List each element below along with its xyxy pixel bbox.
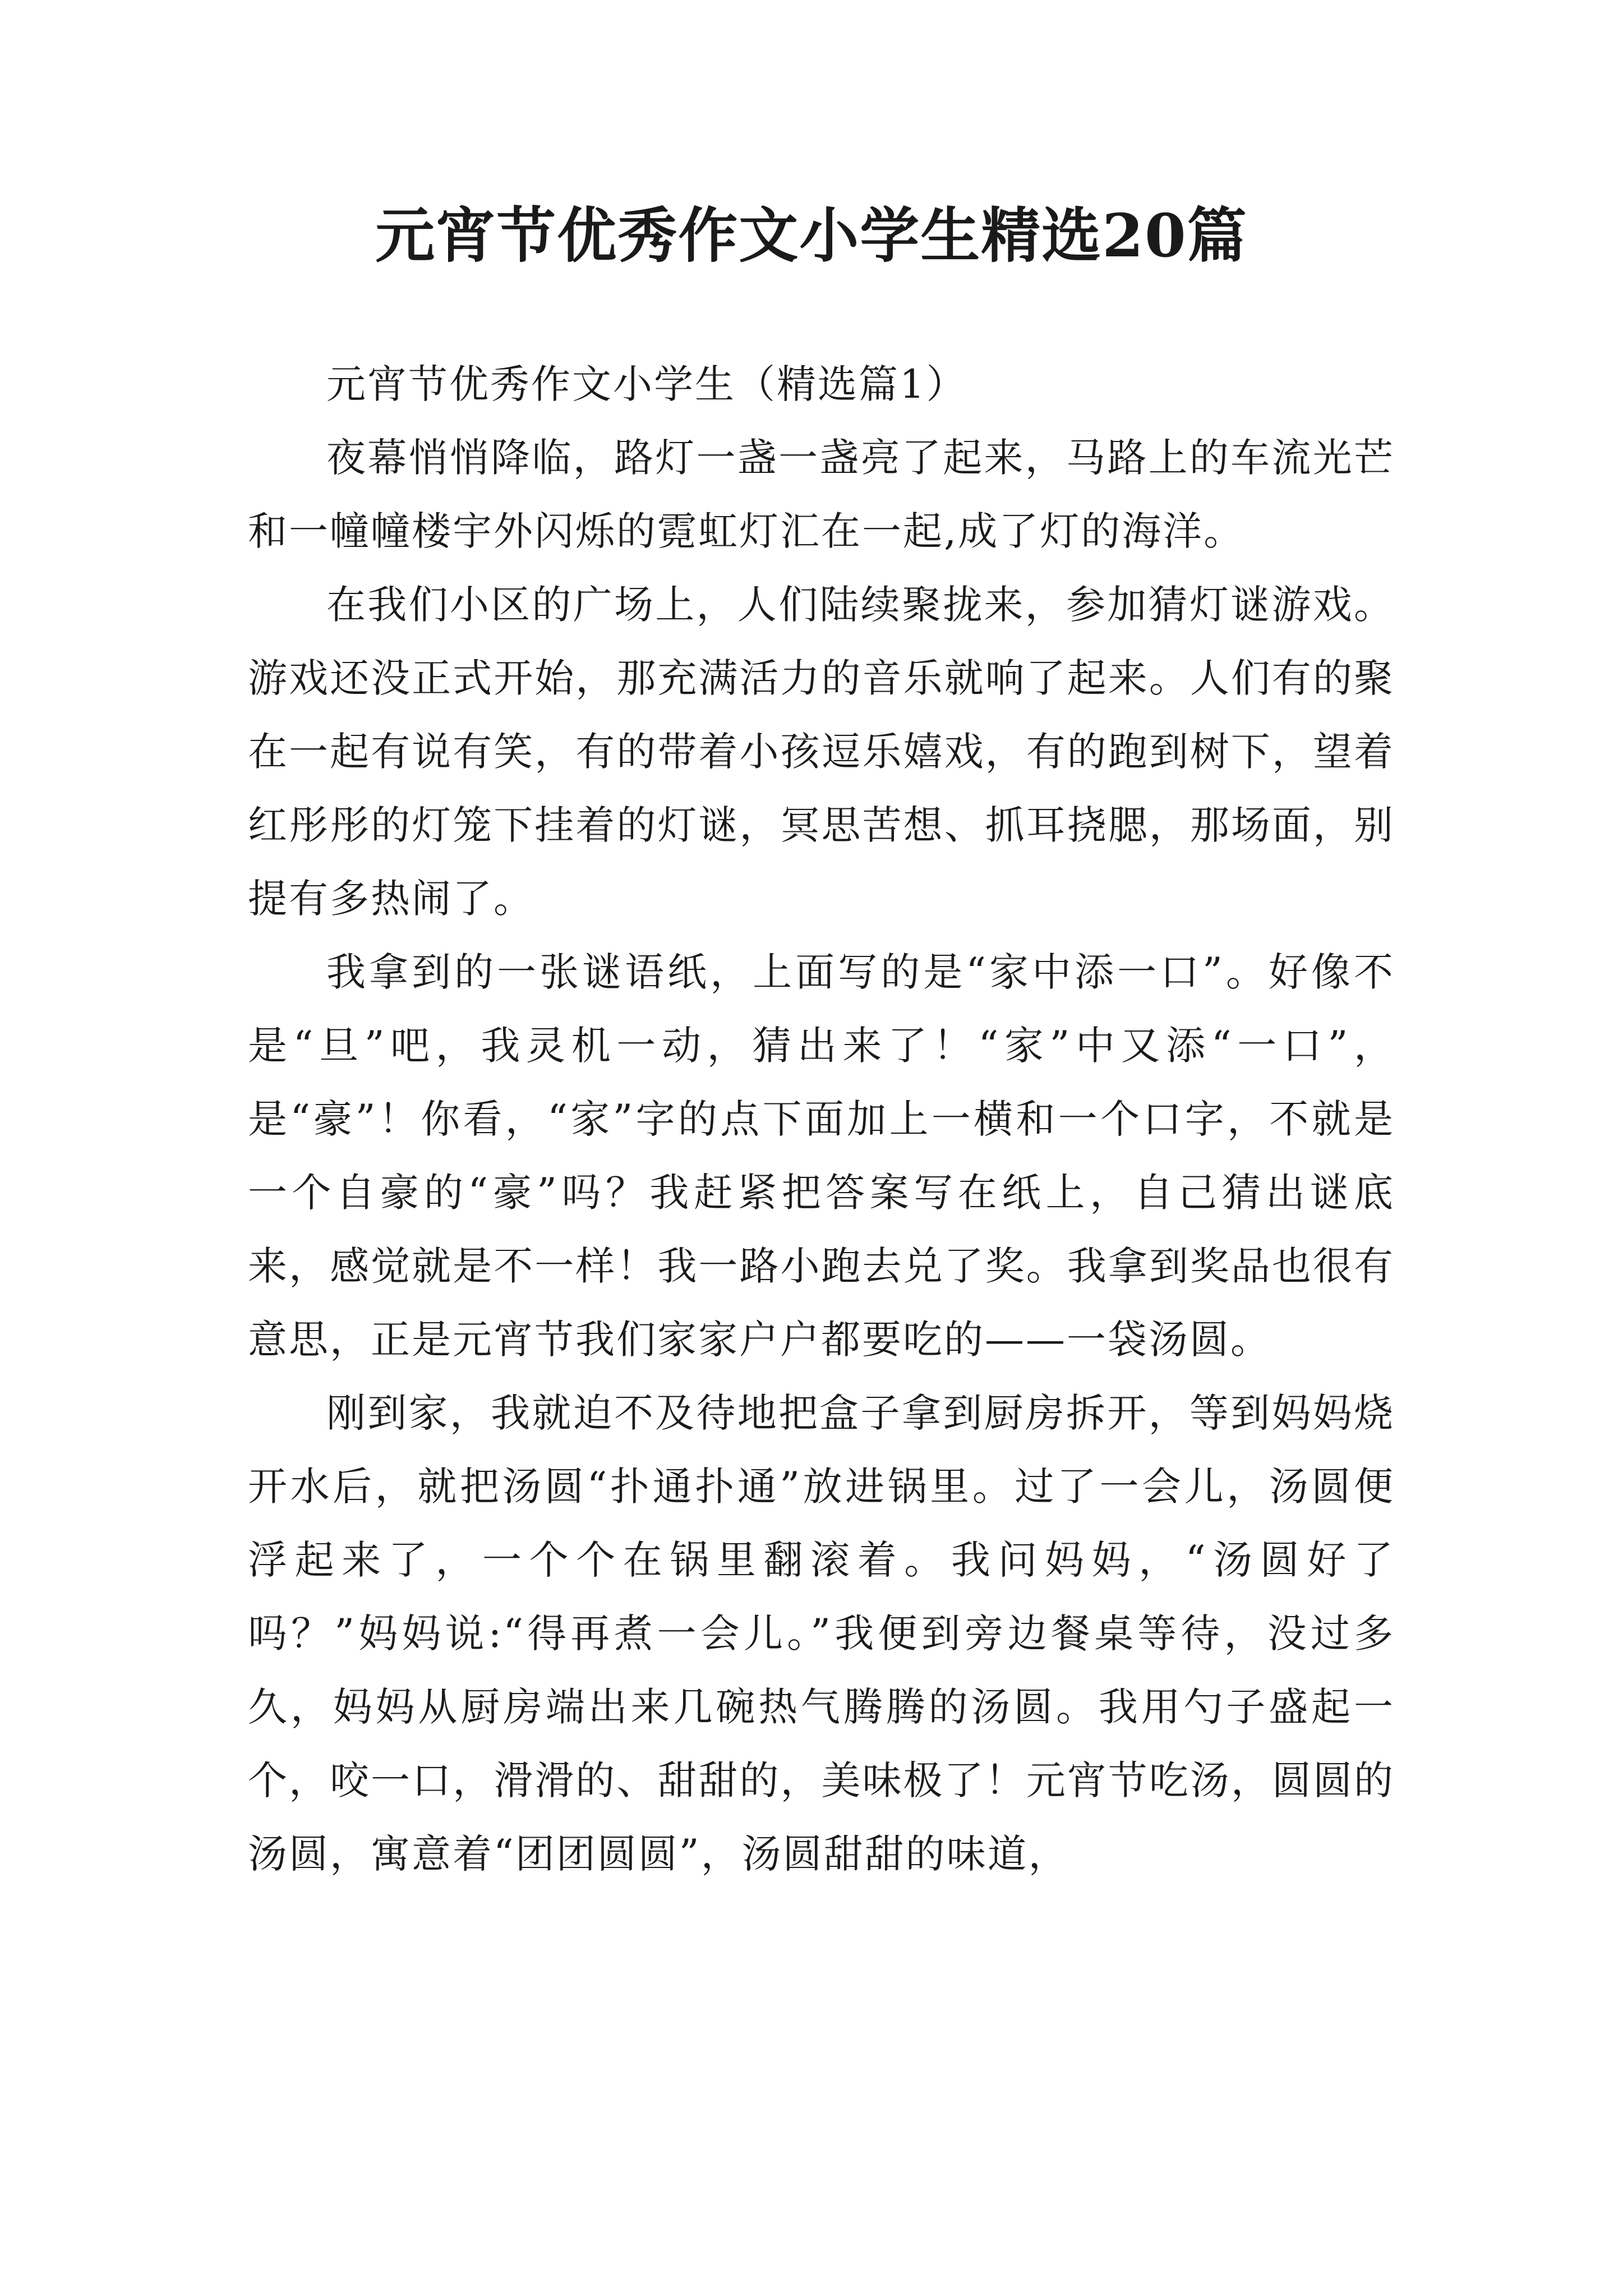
paragraph-2: 在我们小区的广场上，人们陆续聚拢来，参加猜灯谜游戏。游戏还没正式开始，那充满活力的音乐就响了起来。人们有的聚在一起有说有笑，有的带着小孩逗乐嬉戏，有的跑到树下，望着红彤彤的灯笼下挂着的灯谜，冥思苦想、抓耳挠腮，那场面，别提有多热闹了。 [248,582,1395,922]
document-body [248,348,1395,1891]
paragraph-4: 刚到家，我就迫不及待地把盒子拿到厨房拆开，等到妈妈烧开水后，就把汤圆“扑通扑通”放进锅里。过了一会儿，汤圆便浮起来了，一个个在锅里翻滚着。我问妈妈，“汤圆好了吗？”妈妈说:“得再煮一会儿。”我便到旁边餐桌等待，没过多久，妈妈从厨房端出来几碗热气腾腾的汤圆。我用勺子盛起一个，咬一口，滑滑的、甜甜的，美味极了！元宵节吃汤，圆圆的汤圆，寓意着“团团圆圆”，汤圆甜甜的味道， [248,1390,1395,1877]
document-title: 元宵节优秀作文小学生精选20篇 [375,200,1248,270]
paragraph-3: 我拿到的一张谜语纸，上面写的是“家中添一口”。好像不是“旦”吧，我灵机一动，猜出来了！“家”中又添“一口”，是“豪”！你看，“家”字的点下面加上一横和一个口字，不就是一个自豪的“豪”吗？我赶紧把答案写在纸上，自己猜出谜底来，感觉就是不一样！我一路小跑去兑了奖。我拿到奖品也很有意思，正是元宵节我们家家户户都要吃的——一袋汤圆。 [248,949,1395,1363]
section-heading: 元宵节优秀作文小学生（精选篇1） [326,361,967,407]
paragraph-1: 夜幕悄悄降临，路灯一盏一盏亮了起来，马路上的车流光芒和一幢幢楼宇外闪烁的霓虹灯汇在一起,成了灯的海洋。 [248,435,1395,554]
